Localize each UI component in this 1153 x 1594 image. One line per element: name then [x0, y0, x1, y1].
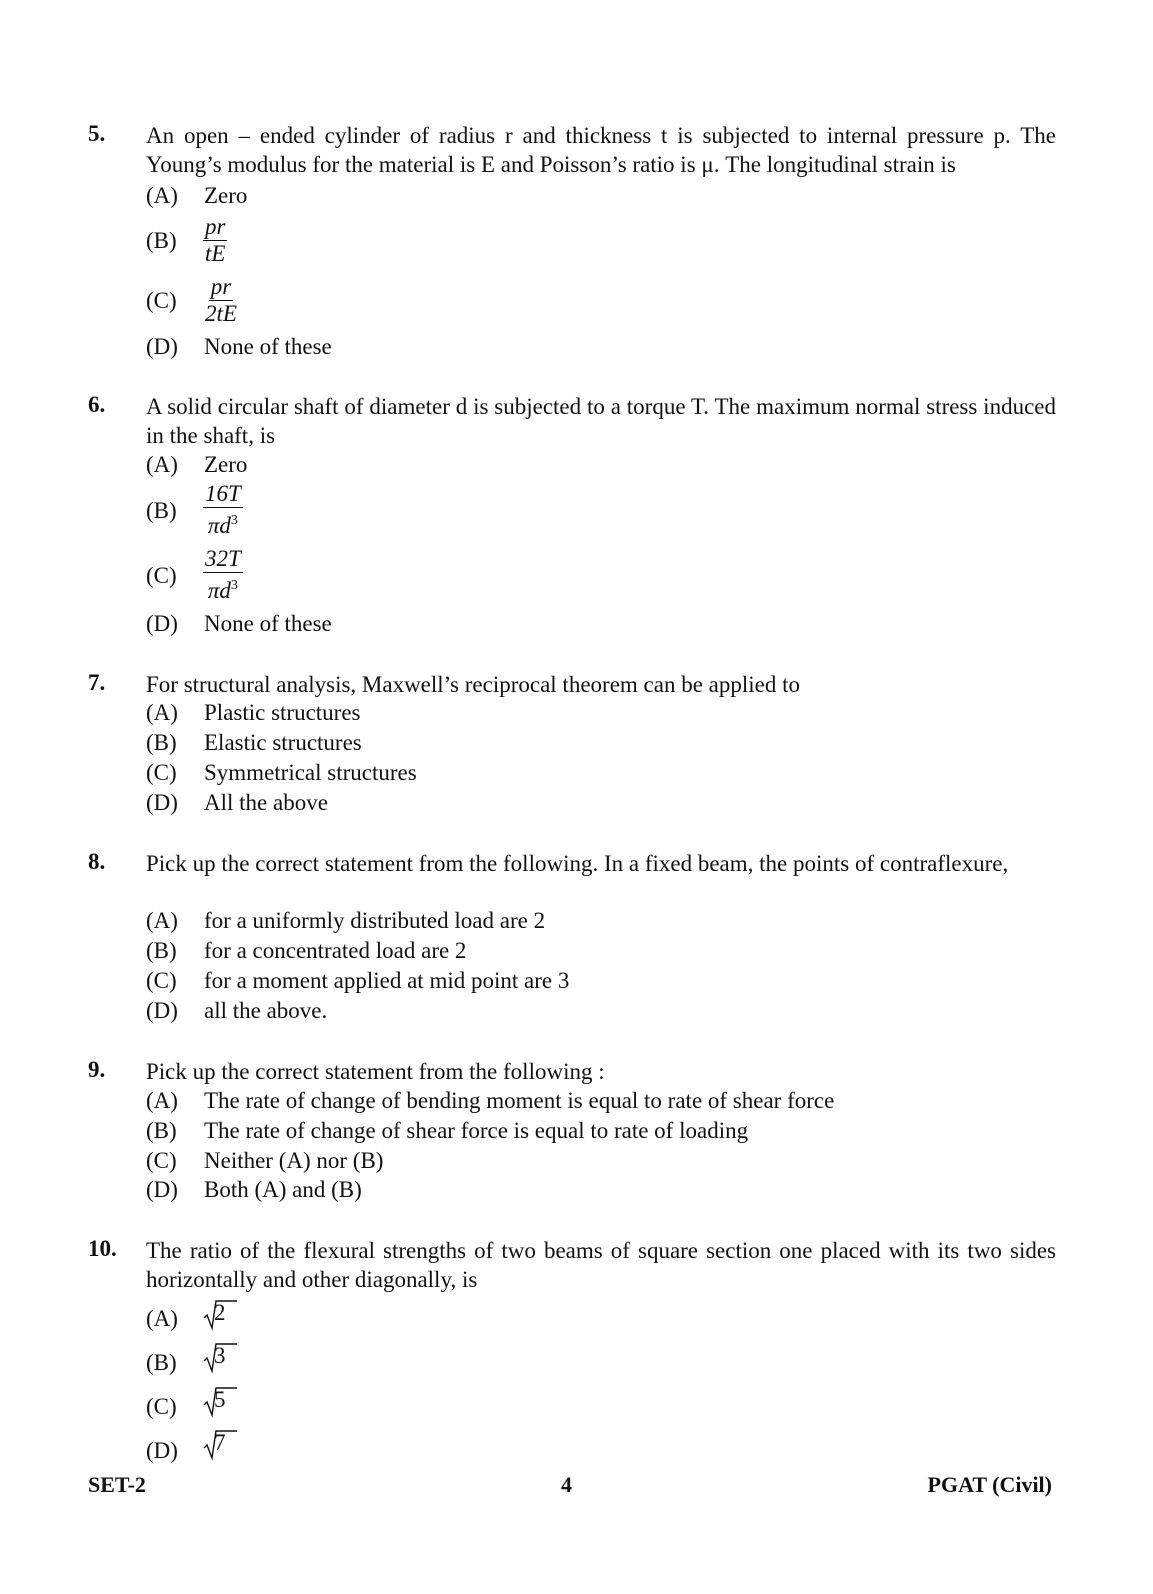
option-text: Symmetrical structures	[204, 760, 417, 785]
option-label: (A)	[146, 183, 178, 208]
option-text: for a uniformly distributed load are 2	[204, 908, 546, 933]
option-label: (D)	[146, 790, 178, 815]
option-label: (B)	[146, 730, 177, 755]
option-label: (D)	[146, 611, 178, 636]
fraction-denominator: tE	[205, 241, 226, 266]
option-text: Neither (A) nor (B)	[204, 1148, 384, 1173]
option-text: Zero	[204, 183, 248, 208]
question-stem: For structural analysis, Maxwell’s reciprocal theorem can be applied to	[146, 672, 801, 697]
fraction-numerator: 32T	[205, 546, 241, 571]
question-stem: A solid circular shaft of diameter d is subjected to a torque T. The maximum normal stress induced in the shaft, is	[146, 394, 1056, 448]
question-number: 8.	[88, 849, 106, 874]
option-text: all the above.	[204, 998, 328, 1023]
option-label: (B)	[146, 938, 177, 963]
fraction	[203, 275, 239, 326]
option-label: (B)	[146, 498, 177, 523]
denominator-base: πd	[207, 578, 231, 603]
radicand: 2	[214, 1300, 226, 1325]
option-label: (A)	[146, 908, 178, 933]
fraction	[203, 482, 243, 538]
exponent: 3	[230, 513, 238, 528]
option-text: Zero	[204, 452, 248, 477]
option-a	[146, 1086, 834, 1116]
option-label: (A)	[146, 452, 178, 477]
option-c	[146, 966, 569, 996]
option-label: (C)	[146, 1394, 177, 1419]
option-text: Plastic structures	[204, 700, 361, 725]
option-a	[146, 698, 361, 728]
option-text: for a concentrated load are 2	[204, 938, 467, 963]
question-stem: The ratio of the flexural strengths of two beams of square section one placed with its two sides horizontally and other diagonally, is	[146, 1238, 1056, 1292]
footer-title: PGAT (Civil)	[927, 1472, 1052, 1497]
option-b	[146, 936, 466, 966]
radicand: 7	[214, 1430, 226, 1455]
option-label: (C)	[146, 968, 177, 993]
option-text: The rate of change of bending moment is equal to rate of shear force	[204, 1088, 835, 1113]
option-text: None of these	[204, 334, 332, 359]
option-label: (D)	[146, 1177, 178, 1202]
fraction-numerator: 16T	[205, 481, 241, 506]
question-stem: An open – ended cylinder of radius r and thickness t is subjected to internal pressure p. The Young’s modulus for the material is E and Poisson’s ratio is μ. The longitudinal strain is	[146, 123, 1056, 177]
option-b	[146, 728, 362, 758]
option-d	[146, 788, 328, 818]
option-label: (D)	[146, 1438, 178, 1463]
option-label: (B)	[146, 1118, 177, 1143]
option-label: (D)	[146, 998, 178, 1023]
option-a	[146, 450, 247, 480]
question-number: 5.	[88, 121, 106, 146]
fraction-numerator: pr	[205, 214, 226, 239]
question-number: 7.	[88, 670, 106, 695]
option-label: (C)	[146, 288, 177, 313]
option-label: (B)	[146, 228, 177, 253]
option-label: (D)	[146, 334, 178, 359]
fraction-numerator: pr	[210, 274, 232, 299]
option-d	[146, 609, 332, 639]
option-d	[146, 996, 327, 1026]
option-text: All the above	[204, 790, 328, 815]
fraction-denominator	[206, 573, 240, 603]
fraction	[203, 215, 227, 266]
option-label: (A)	[146, 700, 178, 725]
fraction	[203, 547, 243, 603]
option-text: Elastic structures	[204, 730, 362, 755]
option-text: for a moment applied at mid point are 3	[204, 968, 570, 993]
radicand: 5	[214, 1387, 226, 1412]
fraction-denominator	[206, 508, 240, 538]
question-stem: Pick up the correct statement from the following :	[146, 1059, 605, 1084]
option-d	[146, 332, 332, 362]
option-c	[146, 758, 417, 788]
option-label: (A)	[146, 1306, 178, 1331]
radicand: 3	[214, 1343, 226, 1368]
denominator-base: πd	[207, 513, 231, 538]
option-d	[146, 1175, 362, 1205]
option-text: The rate of change of shear force is equal to rate of loading	[204, 1118, 749, 1143]
option-a	[146, 906, 545, 936]
option-b	[146, 1116, 748, 1146]
question-number: 9.	[88, 1057, 106, 1082]
option-text: Both (A) and (B)	[204, 1177, 362, 1202]
question-number: 10.	[88, 1236, 117, 1261]
option-label: (A)	[146, 1088, 178, 1113]
option-label: (B)	[146, 1350, 177, 1375]
question-number: 6.	[88, 392, 106, 417]
option-c	[146, 1146, 383, 1176]
footer-set: SET-2	[88, 1472, 146, 1497]
option-text: None of these	[204, 611, 332, 636]
option-label: (C)	[146, 1148, 177, 1173]
option-label: (C)	[146, 563, 177, 588]
footer-page-number: 4	[561, 1472, 572, 1497]
option-a	[146, 181, 247, 211]
question-stem: Pick up the correct statement from the following. In a fixed beam, the points of contraflexure,	[146, 851, 1009, 876]
fraction-denominator: 2tE	[205, 301, 237, 326]
option-label: (C)	[146, 760, 177, 785]
exponent: 3	[230, 578, 238, 593]
